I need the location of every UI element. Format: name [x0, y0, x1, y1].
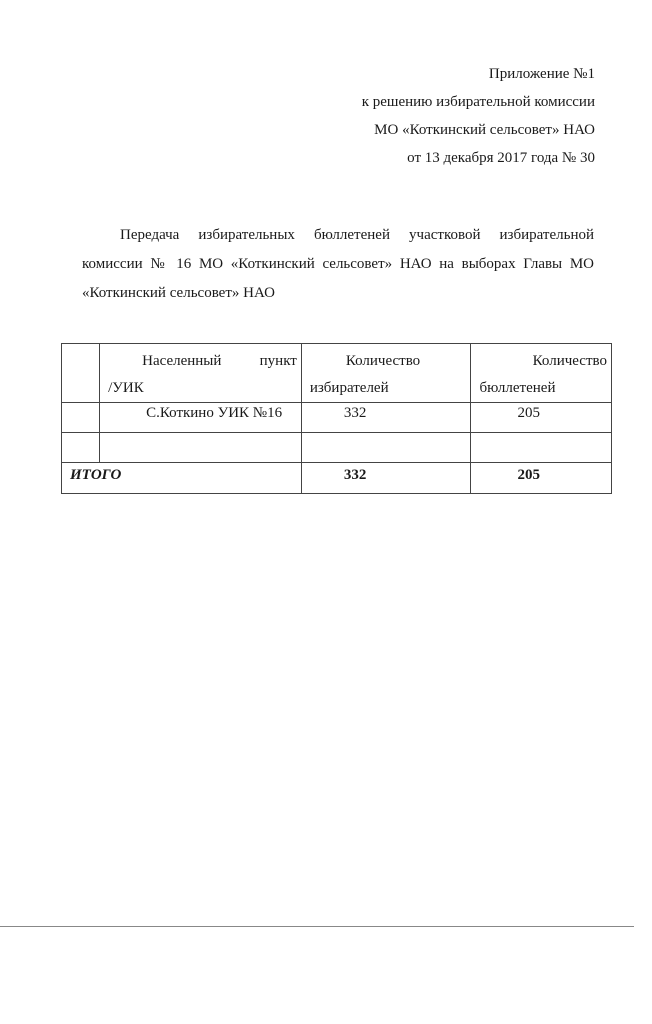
- scan-edge-line: [0, 926, 634, 927]
- total-voters: 332: [301, 463, 471, 494]
- paragraph-line-3: «Коткинский сельсовет» НАО: [82, 285, 275, 301]
- appendix-number: Приложение №1: [488, 66, 595, 82]
- place-cell: [100, 433, 302, 463]
- paragraph-line-1: Передача избирательных бюллетеней участковой избирательной: [120, 227, 594, 243]
- ballots-cell: 205: [471, 403, 612, 433]
- index-cell: [62, 433, 100, 463]
- header-voters: Количество избирателей: [301, 344, 471, 403]
- voters-cell: 332: [301, 403, 471, 433]
- municipality-name: МО «Коткинский сельсовет» НАО: [374, 122, 595, 138]
- header-ballots: Количество бюллетеней: [471, 344, 612, 403]
- voters-cell: [301, 433, 471, 463]
- table-row: [62, 403, 612, 433]
- decision-reference: к решению избирательной комиссии: [361, 94, 595, 110]
- total-label: ИТОГО: [62, 463, 302, 494]
- ballot-transfer-table: [61, 343, 612, 494]
- table-row: [62, 433, 612, 463]
- transfer-paragraph: [82, 221, 594, 308]
- index-cell: [62, 403, 100, 433]
- total-ballots: 205: [471, 463, 612, 494]
- header-place: Населенный пункт /УИК: [100, 344, 302, 403]
- index-cell: [62, 344, 100, 403]
- place-cell: С.Коткино УИК №16: [100, 403, 302, 433]
- paragraph-line-2: комиссии № 16 МО «Коткинский сельсовет» НАО на выборах Главы МО: [82, 256, 594, 272]
- total-row: [62, 463, 612, 494]
- decision-date: от 13 декабря 2017 года № 30: [407, 150, 595, 166]
- ballots-cell: [471, 433, 612, 463]
- table-header-row: [62, 344, 612, 403]
